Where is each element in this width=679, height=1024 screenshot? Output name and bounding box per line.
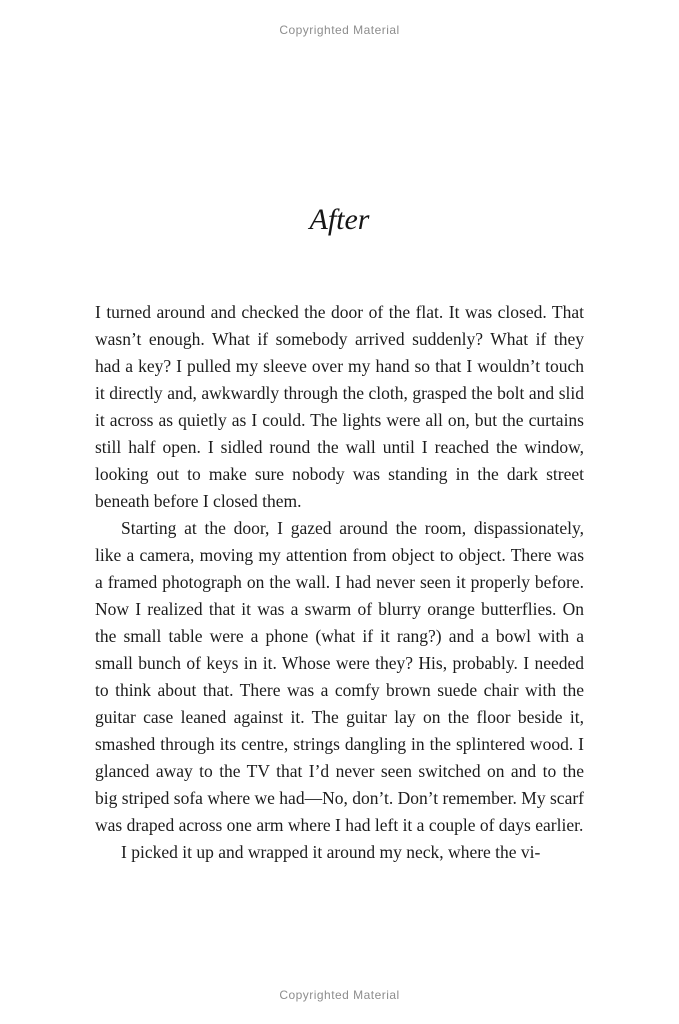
body-paragraph: I picked it up and wrapped it around my neck, where the vi-: [121, 842, 541, 863]
body-text-block: [95, 299, 584, 866]
copyright-notice-top: Copyrighted Material: [279, 23, 400, 37]
body-paragraph: Starting at the door, I gazed around the room, dispassionately, like a camera, moving my attention from object to object. There was a framed photograph on the wall. I had never seen it properly before. Now I realized that it was a swarm of blurry orange butterflies. On the small table were a phone (what if it rang?) and a bowl with a small bunch of keys in it. Whose were they? His, probably. I needed to think about that. There was a comfy brown suede chair with the guitar case leaned against it. The guitar lay on the floor beside it, smashed through its centre, strings dangling in the splintered wood. I glanced away to the TV that I’d never seen switched on and to the big striped sofa where we had—No, don’t. Don’t remember. My scarf was draped across one arm where I had left it a couple of days earlier.: [95, 518, 584, 836]
body-paragraph: I turned around and checked the door of the flat. It was closed. That wasn’t enough. What if somebody arrived suddenly? What if they had a key? I pulled my sleeve over my hand so that I wouldn’t touch it directly and, awkwardly through the cloth, grasped the bolt and slid it across as quietly as I could. The lights were all on, but the curtains still half open. I sidled round the wall until I reached the window, looking out to make sure nobody was standing in the dark street beneath before I closed them.: [95, 302, 584, 512]
copyright-notice-bottom: Copyrighted Material: [279, 988, 400, 1002]
chapter-title: After: [309, 203, 370, 236]
